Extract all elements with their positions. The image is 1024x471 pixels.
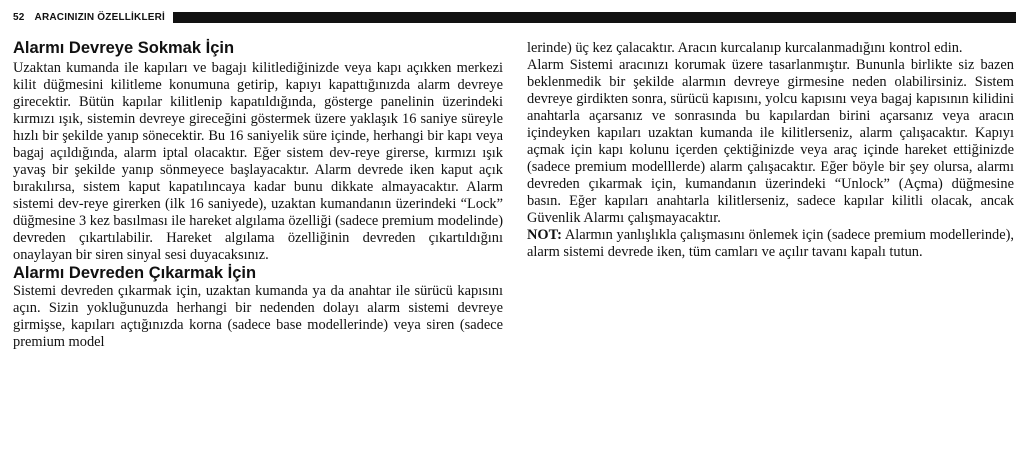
section-title: ARACINIZIN ÖZELLİKLERİ <box>34 11 166 23</box>
left-column <box>13 38 503 351</box>
note-text: Alarmın yanlışlıkla çalışmasını önlemek için (sadece premium modellerinde), alarm sistemi devrede iken, tüm camları ve açılır tavanı kapalı tutun. <box>527 227 1014 260</box>
right-column <box>527 40 1014 261</box>
paragraph-disarm-continued: lerinde) üç kez çalacaktır. Aracın kurcalanıp kurcalanmadığını kontrol edin. <box>527 40 963 56</box>
page-header <box>13 10 1016 24</box>
paragraph-disarm-alarm: Sistemi devreden çıkarmak için, uzaktan kumanda ya da anahtar ile sürücü kapısını açın. Sizin yokluğunuzda herhangi bir nedenden dolayı alarm sistemi devreye girmişse, kapıları açtığınızda korna (sadece base modellerinde) veya siren (sadece premium model <box>13 283 503 350</box>
page-number: 52 <box>13 11 25 23</box>
paragraph-false-alarm: Alarm Sistemi aracınızı korumak üzere tasarlanmıştır. Bununla birlikte siz bazen beklenmedik bir şekilde alarmın devreye girmesine neden olabilirsiniz. Sistem devreye girdikten sonra, sürücü kapısını, yolcu kapısını veya bagaj kapısının kilidini anahtarla açarsanız ve sonrasında bu kapılardan birini açarsanız veya aracın içindeyken kapıları uzaktan kumanda ile kilitlerseniz, alarm çalışacaktır. Kapıyı açmak için kapı kolunu içerden çektiğinizde veya araç içinde hareket ettiğinizde (sadece premium modelllerde) alarm çalışacaktır. Eğer böyle bir şey olursa, alarmı devreden çıkarmak için, kumandanın üzerindeki “Unlock” (Açma) düğmesine basın. Eğer kapıları anahtarla kilitlerseniz, sadece kapılar kilitli olacak, ancak Güvenlik Alarmı çalışmayacaktır. <box>527 57 1014 226</box>
note-label: NOT: <box>527 227 562 243</box>
header-rule <box>173 12 1016 23</box>
heading-disarm-alarm: Alarmı Devreden Çıkarmak İçin <box>13 264 257 282</box>
paragraph-arm-alarm: Uzaktan kumanda ile kapıları ve bagajı kilitlediğinizde veya kapı açıkken merkezi kilit düğmesini kilitleme konumuna getirip, kapıyı kapattığınızda alarm devreye girecektir. Bütün kapılar kilitlenip kapatıldığında, gösterge panelinin üzerindeki kırmızı ışık, sistemin devreye gireceğini göstermek üzere yaklaşık 16 saniye süreyle hızlı bir şekilde yanıp sönecektir. Bu 16 saniyelik süre içinde, herhangi bir kapı veya bagaj açıldığında, alarm iptal olacaktır. Eğer sistem dev-reye girerse, kırmızı ışık yavaş bir şekilde yanıp sönmeyece başlayacaktır. Alarm devrede iken kaput açık bırakılırsa, sistem kaput kapatılıncaya kadar bunu dikkate almayacaktır. Alarm sistemi dev-reye girerken (ilk 16 saniyede), uzaktan kumandanın üzerindeki “Lock” düğmesine 3 kez basılması ile hareket algılama özelliği (sadece premium modelinde) devreden çıkartılabilir. Hareket algılama özelliğinin devreden çıkartıldığını onaylayan bir siren sinyal sesi duyacaksınız. <box>13 60 503 263</box>
note-paragraph <box>527 227 1014 261</box>
heading-arm-alarm: Alarmı Devreye Sokmak İçin <box>13 39 235 57</box>
